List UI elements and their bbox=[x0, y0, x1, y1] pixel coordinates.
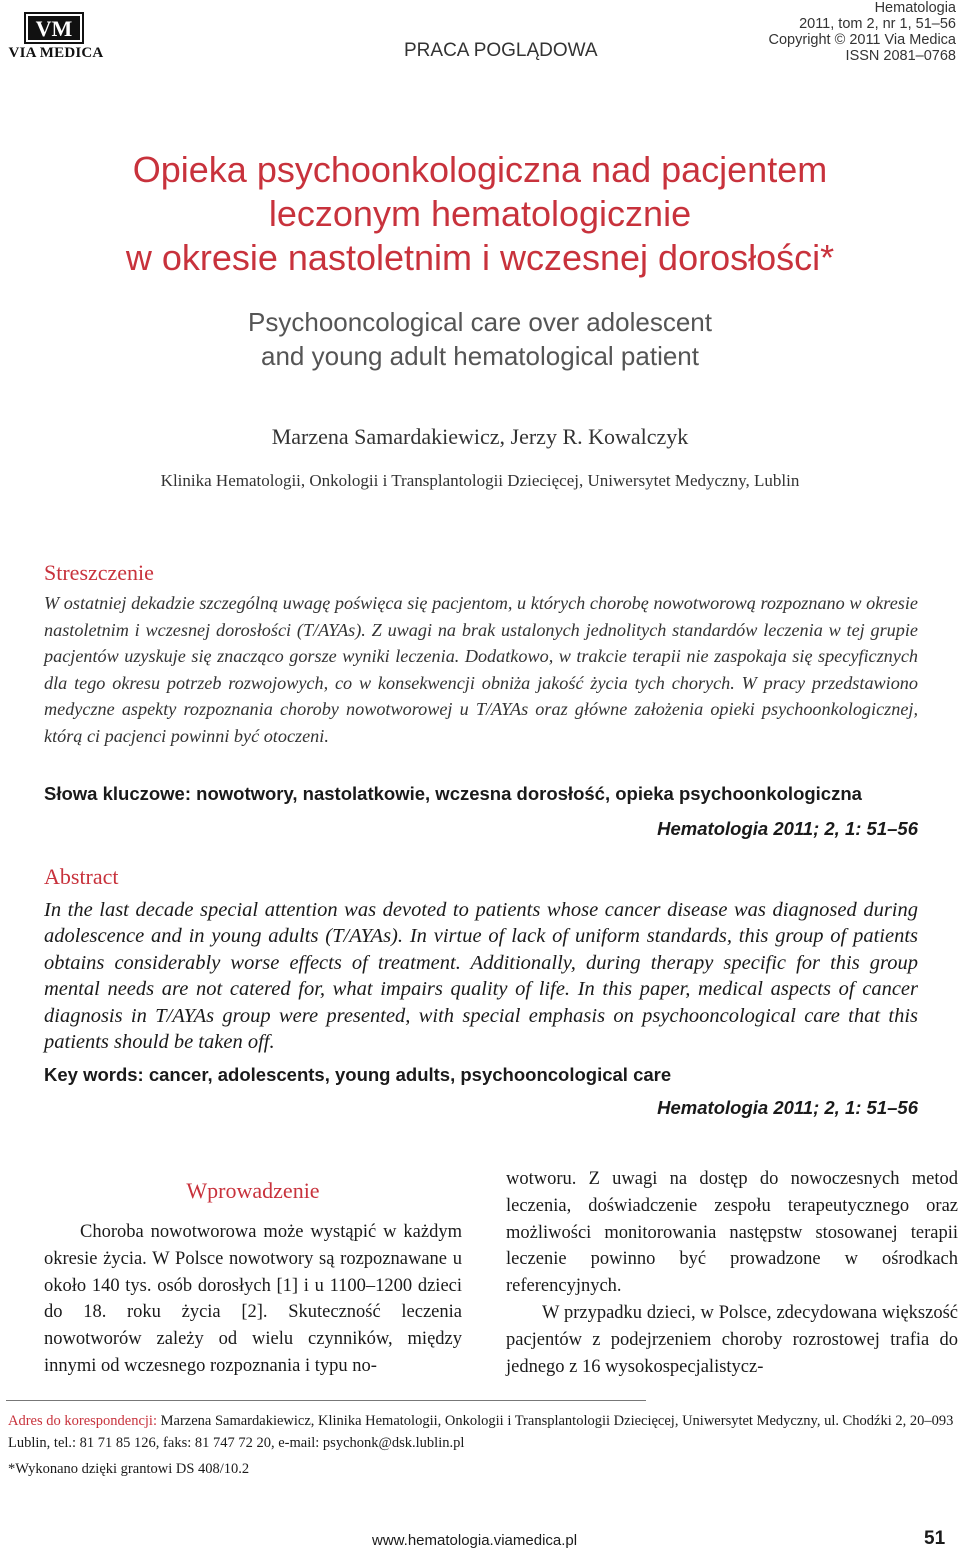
body-paragraph: Choroba nowotworowa może wystąpić w każdym okresie życia. W Polsce nowotwory są rozpoznawane u około 140 tys. osób dorosłych [1] i u 1100–1200 dzieci do 18. roku życia [2]. Skuteczność leczenia nowotworów zależy od wielu czynników, między innymi od wczesnego rozpoznania i typu no- bbox=[44, 1222, 462, 1376]
journal-copyright: Copyright © 2011 Via Medica bbox=[768, 32, 956, 48]
title-polish-line: leczonym hematologicznie bbox=[268, 193, 692, 234]
journal-info bbox=[769, 0, 956, 64]
journal-volume: 2011, tom 2, nr 1, 51–56 bbox=[799, 16, 956, 32]
title-english-line: and young adult hematological patient bbox=[261, 341, 699, 371]
abstract-text: In the last decade special attention was devoted to patients whose cancer disease was diagnosed during adolescence and in young adults (T/AYAs). In virtue of lack of uniform standards, this group of patients obtains considerably worse effects of treatment. Additionally, during therapy specific for this group mental needs are not catered for, what impairs quality of life. In this paper, medical aspects of cancer diagnosis in T/AYAs group were presented, with special emphasis on psychooncological care that this patients should be taken off. bbox=[44, 899, 918, 1054]
footer-url[interactable]: www.hematologia.viamedica.pl bbox=[372, 1532, 578, 1549]
via-medica-logo bbox=[6, 12, 106, 64]
title-polish-line: Opieka psychoonkologiczna nad pacjentem bbox=[132, 149, 828, 190]
vm-logo-icon bbox=[24, 12, 84, 44]
section-label: PRACA POGLĄDOWA bbox=[404, 40, 598, 61]
citation-english: Hematologia 2011; 2, 1: 51–56 bbox=[657, 1097, 918, 1118]
citation-polish: Hematologia 2011; 2, 1: 51–56 bbox=[657, 818, 918, 839]
keywords-english: Key words: cancer, adolescents, young adults, psychooncological care bbox=[44, 1064, 672, 1085]
title-english-line: Psychooncological care over adolescent bbox=[248, 307, 712, 337]
introduction-heading: Wprowadzenie bbox=[186, 1178, 320, 1203]
title-polish-line: w okresie nastoletnim i wczesnej dorosłości* bbox=[125, 237, 835, 278]
keywords-polish: Słowa kluczowe: nowotwory, nastolatkowie, wczesna dorosłość, opieka psychoonkologiczna bbox=[44, 783, 862, 804]
correspondence-label: Adres do korespondencji: bbox=[8, 1413, 157, 1429]
abstract-heading: Abstract bbox=[44, 864, 119, 889]
journal-name: Hematologia bbox=[874, 0, 956, 16]
affiliation: Klinika Hematologii, Onkologii i Transplantologii Dziecięcej, Uniwersytet Medyczny, Lublin bbox=[160, 471, 800, 490]
grant-footnote: *Wykonano dzięki grantowi DS 408/10.2 bbox=[8, 1461, 250, 1477]
authors: Marzena Samardakiewicz, Jerzy R. Kowalczyk bbox=[271, 424, 689, 449]
footnote-divider bbox=[6, 1400, 646, 1401]
title-polish bbox=[0, 148, 960, 280]
svg-text:VM: VM bbox=[35, 16, 73, 41]
title-english bbox=[0, 305, 960, 373]
correspondence-text: Marzena Samardakiewicz, Klinika Hematologii, Onkologii i Transplantologii Dziecięcej, Uniwersytet Medyczny, ul. Chodźki 2, 20–093 Lublin, tel.: 81 71 85 126, faks: 81 747 72 20, e-mail: psychonk@dsk.lublin.pl bbox=[8, 1413, 954, 1451]
streszczenie-text: W ostatniej dekadzie szczególną uwagę poświęca się pacjentom, u których chorobę nowotworową rozpoznano w okresie nastoletnim i wczesnej dorosłości (T/AYAs). Z uwagi na brak ustalonych jednolitych standardów leczenia w tej grupie pacjentów uzyskuje się znacząco gorsze wyniki leczenia. Dodatkowo, w trakcie terapii nie zaspokaja się specyficznych dla tego okresu potrzeb rozwojowych, co w konsekwencji obniża jakość życia tych chorych. W pracy przedstawiono medyczne aspekty rozpoznania choroby nowotworowej u T/AYAs oraz główne założenia opieki psychoonkologicznej, którą ci pacjenci powinni być otoczeni. bbox=[44, 593, 918, 746]
correspondence-footnote bbox=[8, 1410, 958, 1454]
page-number: 51 bbox=[924, 1528, 946, 1549]
journal-issn: ISSN 2081–0768 bbox=[845, 48, 956, 64]
body-column-left bbox=[44, 1219, 462, 1380]
streszczenie-heading: Streszczenie bbox=[44, 560, 154, 585]
logo-text: VIA MEDICA bbox=[8, 45, 104, 61]
body-paragraph: wotworu. Z uwagi na dostęp do nowoczesnych metod leczenia, doświadczenie zespołu terapeutycznego oraz możliwości monitorowania następstw stosowanej terapii leczenie powinno być prowadzone w ośrodkach referencyjnych. bbox=[506, 1169, 958, 1297]
body-column-right bbox=[506, 1166, 958, 1380]
body-paragraph: W przypadku dzieci, w Polsce, zdecydowana większość pacjentów z podejrzeniem choroby rozrostowej trafia do jednego z 16 wysokospecjalistycz- bbox=[506, 1302, 958, 1377]
